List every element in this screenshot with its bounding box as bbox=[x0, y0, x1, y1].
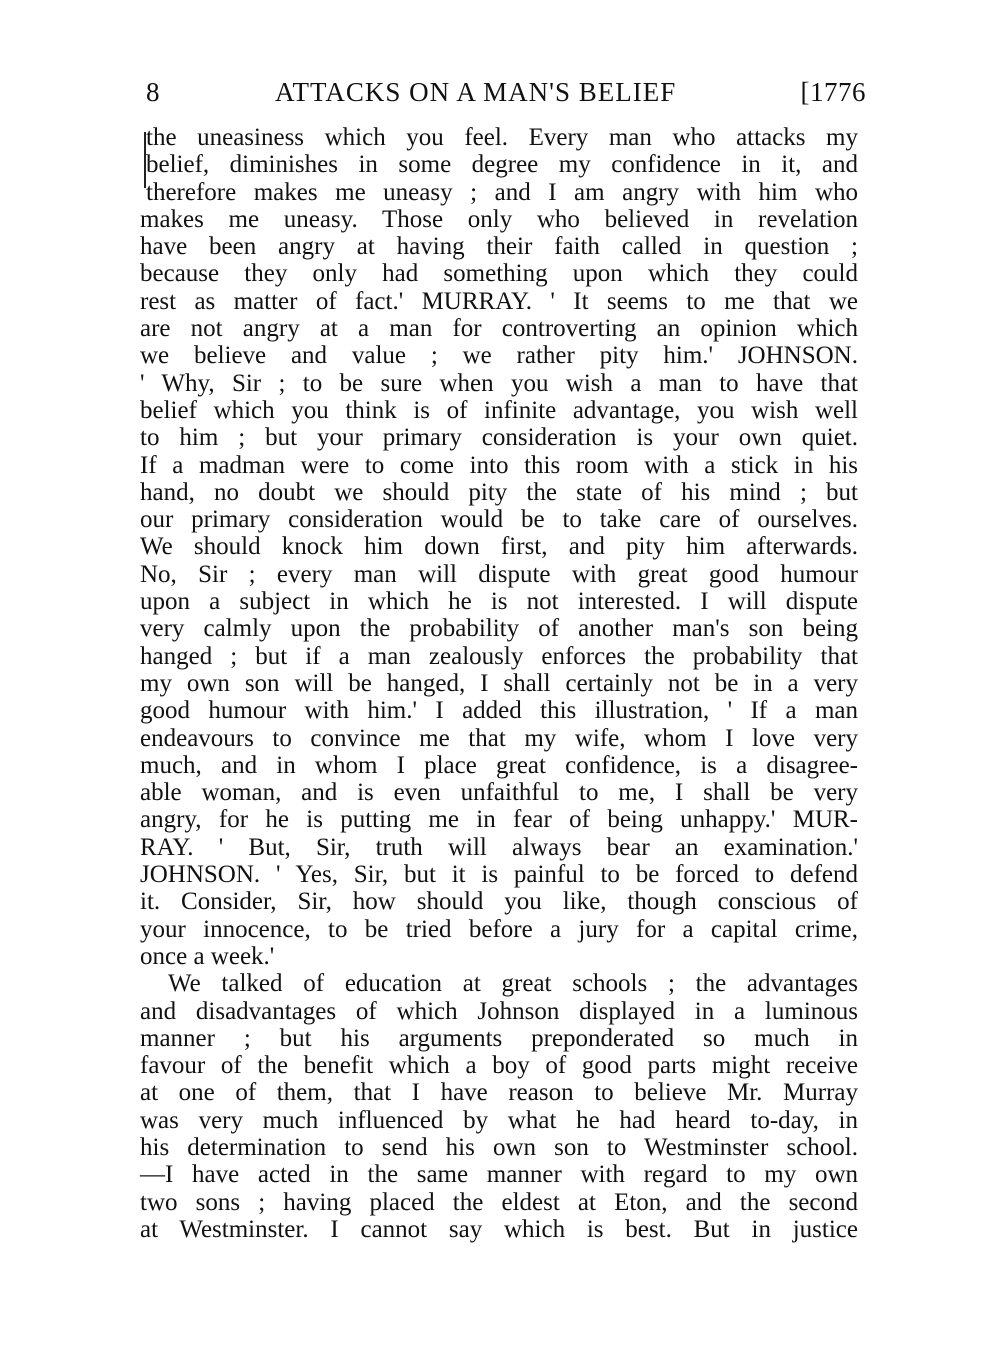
text-line: it. Consider, Sir, how should you like, though conscious of bbox=[140, 888, 858, 916]
text-line: able woman, and is even unfaithful to me, I shall be very bbox=[140, 779, 858, 807]
text-line: belief, diminishes in some degree my confidence in it, and bbox=[146, 151, 858, 179]
text-line: and disadvantages of which Johnson displayed in a luminous bbox=[140, 997, 858, 1025]
text-line: angry, for he is putting me in fear of being unhappy.' MUR- bbox=[140, 806, 858, 834]
page-number: 8 bbox=[146, 77, 160, 107]
text-line: your innocence, to be tried before a jury for a capital crime, bbox=[140, 915, 858, 943]
text-line: are not angry at a man for controverting an opinion which bbox=[140, 315, 858, 343]
text-line: hand, no doubt we should pity the state of his mind ; but bbox=[140, 478, 858, 506]
running-year: [1776 bbox=[800, 77, 866, 107]
running-head bbox=[140, 72, 866, 112]
text-line: good humour with him.' I added this illustration, ' If a man bbox=[140, 697, 858, 725]
text-line: We talked of education at great schools ; the advantages bbox=[168, 970, 858, 998]
text-line: we believe and value ; we rather pity him.' JOHNSON. bbox=[140, 342, 858, 370]
text-line: If a madman were to come into this room with a stick in his bbox=[140, 451, 858, 479]
text-line: We should knock him down first, and pity him afterwards. bbox=[140, 533, 858, 561]
running-title: ATTACKS ON A MAN'S BELIEF bbox=[275, 77, 677, 107]
text-line: was very much influenced by what he had heard to-day, in bbox=[140, 1106, 858, 1134]
body-text bbox=[140, 124, 858, 1243]
text-line: favour of the benefit which a boy of good parts might receive bbox=[140, 1052, 858, 1080]
text-line: at Westminster. I cannot say which is best. But in justice bbox=[140, 1215, 858, 1243]
text-line: two sons ; having placed the eldest at Eton, and the second bbox=[140, 1188, 858, 1216]
text-line: ' Why, Sir ; to be sure when you wish a man to have that bbox=[140, 369, 858, 397]
text-line: hanged ; but if a man zealously enforces the probability that bbox=[140, 642, 858, 670]
text-line: makes me uneasy. Those only who believed in revelation bbox=[140, 205, 858, 233]
text-line: belief which you think is of infinite advantage, you wish well bbox=[140, 396, 858, 424]
text-line: because they only had something upon which they could bbox=[140, 260, 858, 288]
text-line: our primary consideration would be to take care of ourselves. bbox=[140, 506, 858, 534]
text-line: manner ; but his arguments preponderated so much in bbox=[140, 1024, 858, 1052]
text-line: once a week.' bbox=[140, 942, 275, 970]
text-line: endeavours to convince me that my wife, whom I love very bbox=[140, 724, 858, 752]
text-line: his determination to send his own son to Westminster school. bbox=[140, 1133, 858, 1161]
text-line: very calmly upon the probability of another man's son being bbox=[140, 615, 858, 643]
text-line: much, and in whom I place great confidence, is a disagree- bbox=[140, 751, 858, 779]
text-line: RAY. ' But, Sir, truth will always bear an examination.' bbox=[140, 833, 858, 861]
text-line: upon a subject in which he is not interested. I will dispute bbox=[140, 588, 858, 616]
text-line: my own son will be hanged, I shall certainly not be in a very bbox=[140, 669, 858, 697]
text-line: —I have acted in the same manner with regard to my own bbox=[140, 1161, 858, 1189]
text-line: have been angry at having their faith called in question ; bbox=[140, 233, 858, 261]
text-line: the uneasiness which you feel. Every man who attacks my bbox=[146, 124, 858, 151]
text-line: to him ; but your primary consideration is your own quiet. bbox=[140, 424, 858, 452]
text-line: therefore makes me uneasy ; and I am angry with him who bbox=[146, 178, 858, 206]
text-line: JOHNSON. ' Yes, Sir, but it is painful to be forced to defend bbox=[140, 861, 858, 889]
text-line: at one of them, that I have reason to believe Mr. Murray bbox=[140, 1079, 858, 1107]
text-line: No, Sir ; every man will dispute with great good humour bbox=[140, 560, 858, 588]
text-line: rest as matter of fact.' MURRAY. ' It seems to me that we bbox=[140, 287, 858, 315]
